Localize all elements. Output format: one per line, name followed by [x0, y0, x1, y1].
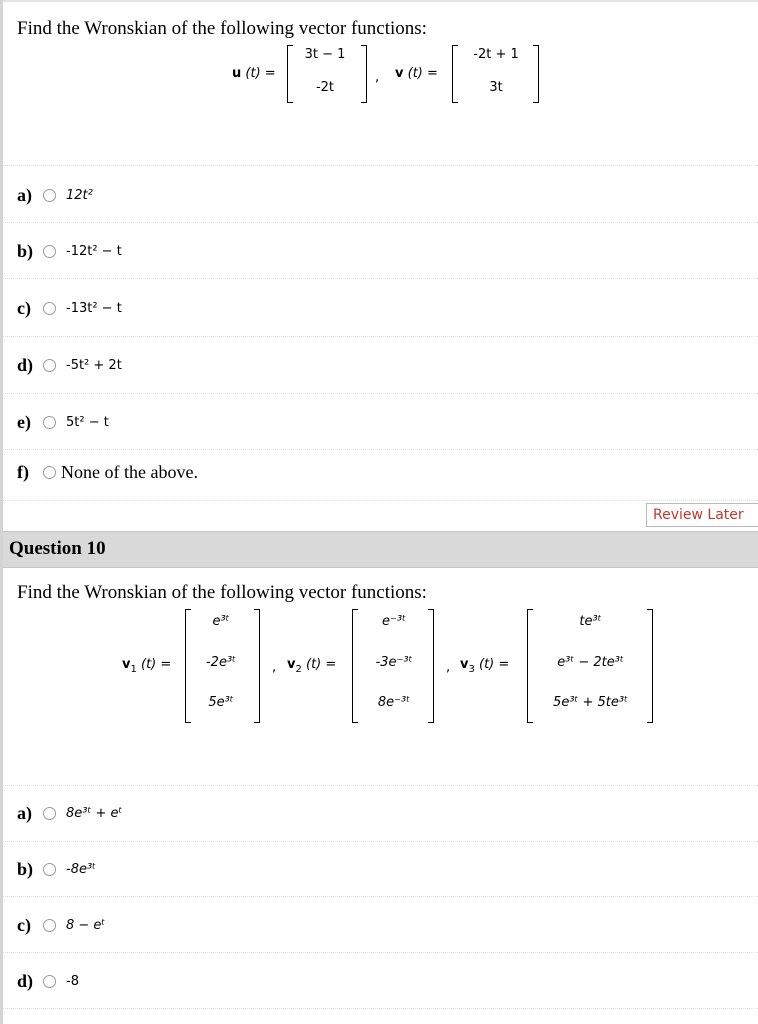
v-entry-2: 3t	[489, 80, 503, 95]
separator	[3, 165, 758, 167]
review-later-button[interactable]: Review Later	[646, 503, 758, 527]
v1-bracket-right	[254, 609, 260, 723]
q9-option-f[interactable]: f) None of the above.	[17, 461, 198, 482]
v1-entry-1: e³ᵗ	[212, 614, 230, 629]
question-title: Question 10	[9, 538, 106, 559]
v2-label: $v_2$ (t) =	[287, 657, 337, 675]
v-entry-1: -2t + 1	[473, 47, 519, 62]
v3-entry-2: e³ᵗ − 2te³ᵗ	[557, 655, 624, 670]
separator	[3, 336, 758, 338]
separator	[3, 785, 758, 787]
radio-button[interactable]	[43, 807, 56, 820]
q10-option-c[interactable]: c) 8 − eᵗ	[17, 914, 106, 935]
separator	[3, 278, 758, 280]
v1-entry-3: 5e³ᵗ	[208, 695, 234, 710]
q9-option-d[interactable]: d) -5t² + 2t	[17, 354, 122, 375]
q10-prompt: Find the Wronskian of the following vector functions:	[17, 582, 427, 603]
u-label: u (t) =	[232, 66, 276, 81]
v-label: v (t) =	[395, 66, 438, 81]
v-bracket-left	[452, 45, 458, 103]
radio-button[interactable]	[43, 245, 56, 258]
radio-button[interactable]	[43, 466, 56, 479]
question-header	[3, 531, 758, 568]
v2-bracket-right	[428, 609, 434, 723]
v2-entry-2: -3e⁻³ᵗ	[375, 655, 413, 670]
radio-button[interactable]	[43, 189, 56, 202]
separator	[3, 500, 758, 502]
comma: ,	[446, 660, 451, 675]
q9-option-e[interactable]: e) 5t² − t	[17, 411, 109, 432]
q10-option-b[interactable]: b) -8e³ᵗ	[17, 858, 97, 879]
v1-label: $v_1$ (t) =	[122, 657, 172, 675]
u-bracket-right	[361, 45, 367, 103]
u-bracket-left	[287, 45, 293, 103]
comma: ,	[375, 70, 380, 85]
comma: ,	[272, 660, 277, 675]
separator	[3, 952, 758, 954]
radio-button[interactable]	[43, 359, 56, 372]
q10-option-d[interactable]: d) -8	[17, 970, 79, 991]
separator	[3, 896, 758, 898]
radio-button[interactable]	[43, 416, 56, 429]
radio-button[interactable]	[43, 863, 56, 876]
q9-option-a[interactable]: a) 12t²	[17, 184, 93, 205]
separator	[3, 841, 758, 843]
u-entry-1: 3t − 1	[304, 47, 346, 62]
radio-button[interactable]	[43, 975, 56, 988]
v3-label: $v_3$ (t) =	[460, 657, 510, 675]
v2-bracket-left	[352, 609, 358, 723]
q9-prompt: Find the Wronskian of the following vector functions:	[17, 18, 427, 39]
q10-option-a[interactable]: a) 8e³ᵗ + eᵗ	[17, 802, 123, 823]
v-bracket-right	[533, 45, 539, 103]
v1-bracket-left	[185, 609, 191, 723]
v3-bracket-right	[647, 609, 653, 723]
v3-entry-3: 5e³ᵗ + 5te³ᵗ	[553, 695, 628, 710]
separator	[3, 222, 758, 224]
left-border	[0, 0, 3, 1024]
q9-option-c[interactable]: c) -13t² − t	[17, 297, 122, 318]
separator	[3, 1008, 758, 1010]
separator	[3, 393, 758, 395]
top-border	[3, 0, 758, 2]
radio-button[interactable]	[43, 919, 56, 932]
u-entry-2: -2t	[315, 80, 335, 95]
v2-entry-1: e⁻³ᵗ	[382, 614, 406, 629]
v3-entry-1: te³ᵗ	[579, 614, 602, 629]
q9-option-b[interactable]: b) -12t² − t	[17, 240, 122, 261]
radio-button[interactable]	[43, 302, 56, 315]
separator	[3, 449, 758, 451]
v2-entry-3: 8e⁻³ᵗ	[377, 695, 411, 710]
v1-entry-2: -2e³ᵗ	[205, 655, 236, 670]
